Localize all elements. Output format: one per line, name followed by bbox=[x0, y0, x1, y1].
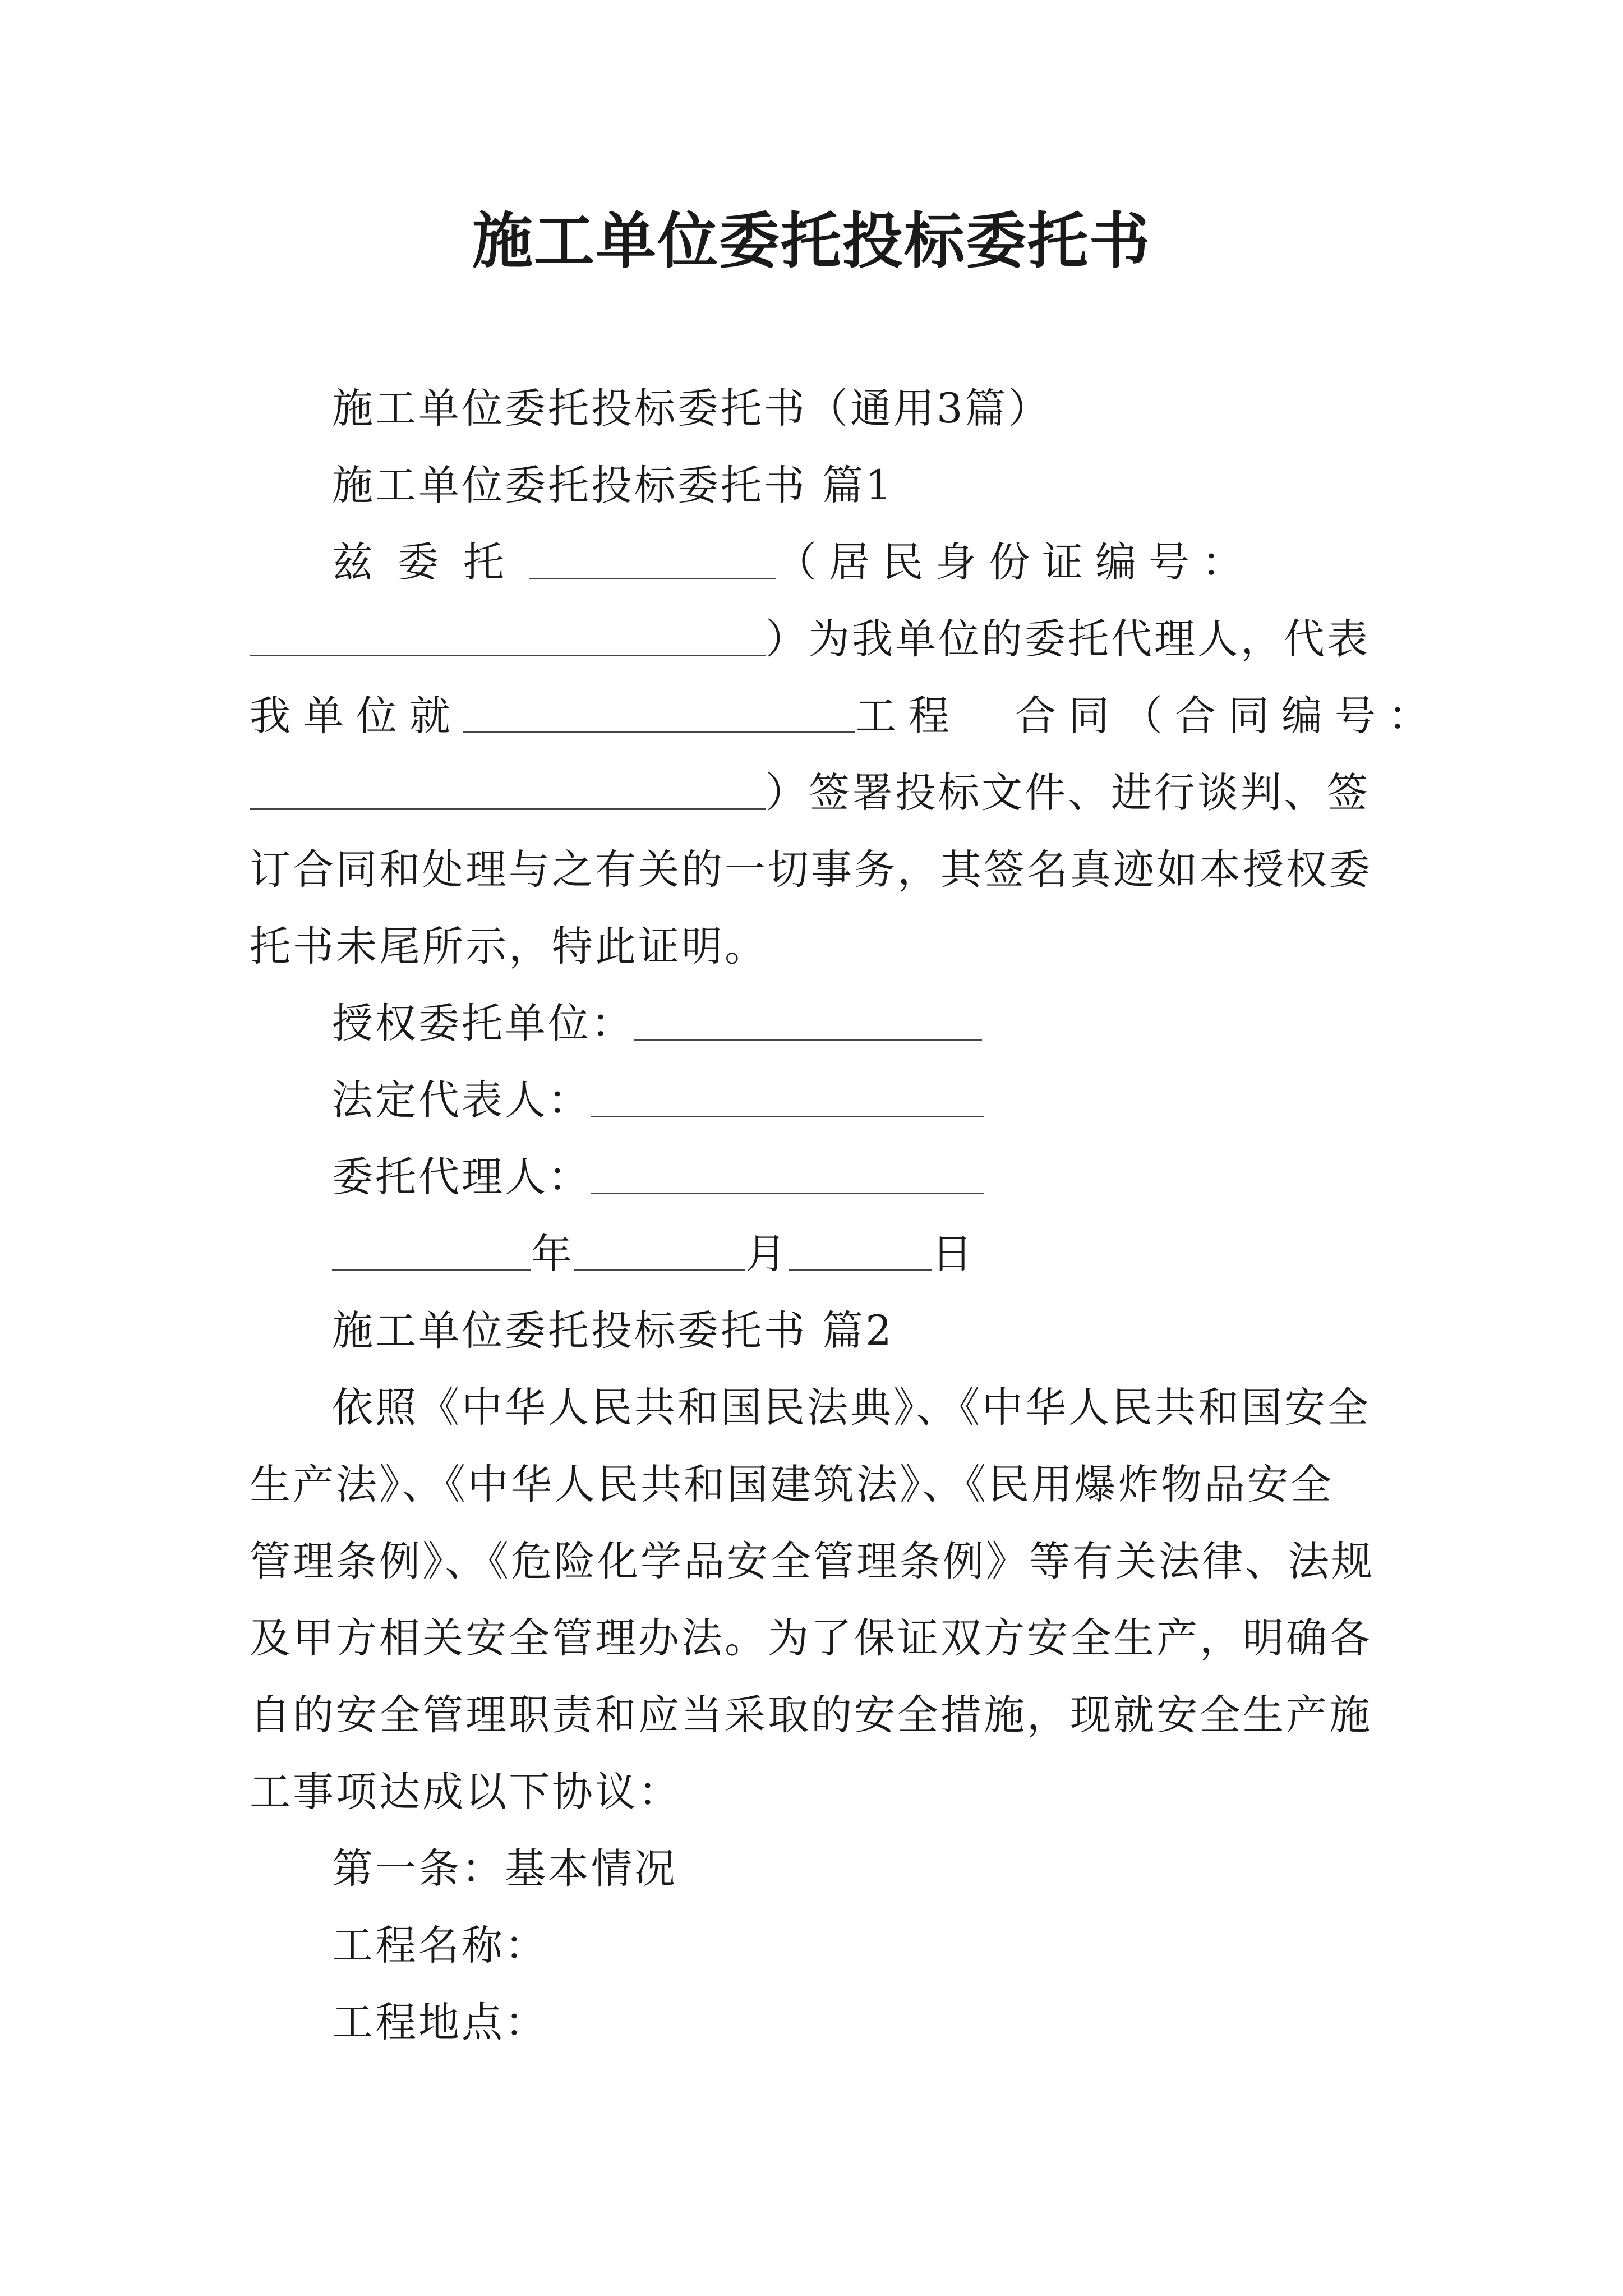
legal-representative-label: 法定代表人： bbox=[332, 1076, 591, 1124]
section-2-line-6: 工事项达成以下协议： bbox=[250, 1768, 681, 1816]
section-1-line-1 bbox=[250, 524, 1377, 601]
year-blank bbox=[332, 1230, 531, 1271]
article-1-heading: 第一条：基本情况 bbox=[332, 1845, 677, 1893]
project-name-row: 工程名称： bbox=[332, 1922, 548, 1970]
sign-text: ）签署投标文件、进行谈判、签 bbox=[766, 769, 1370, 817]
day-blank bbox=[789, 1230, 932, 1271]
section-2-line-4: 及甲方相关安全管理办法。为了保证双方安全生产，明确各 bbox=[250, 1614, 1372, 1662]
agent-name-blank bbox=[529, 539, 776, 579]
section-1-heading: 施工单位委托投标委托书 篇1 bbox=[332, 462, 894, 509]
section-2-heading: 施工单位委托投标委托书 篇2 bbox=[332, 1307, 894, 1355]
year-label: 年 bbox=[531, 1230, 574, 1278]
project-site-row: 工程地点： bbox=[332, 1999, 548, 2046]
legal-representative-row bbox=[250, 1062, 1377, 1139]
document-body bbox=[250, 370, 1441, 2061]
section-2-line-3: 管理条例》、《危险化学品安全管理条例》等有关法律、法规 bbox=[250, 1538, 1375, 1585]
entrusted-agent-row bbox=[250, 1139, 1377, 1216]
section-2-line-1: 依照《中华人民共和国民法典》、《中华人民共和国安全 bbox=[332, 1384, 1371, 1432]
date-row bbox=[250, 1216, 1377, 1292]
contract-number-label: 工程 合同（合同编号： bbox=[855, 692, 1441, 740]
id-number-blank bbox=[250, 615, 766, 656]
contract-number-blank bbox=[250, 769, 766, 810]
unit-text: 我单位就 bbox=[250, 692, 463, 740]
subtitle: 施工单位委托投标委托书（通用3篇） bbox=[332, 385, 1052, 432]
day-label: 日 bbox=[932, 1230, 975, 1278]
entrusted-agent-blank bbox=[591, 1153, 984, 1194]
document-title: 施工单位委托投标委托书 bbox=[472, 206, 1151, 277]
legal-representative-blank bbox=[591, 1076, 984, 1117]
section-2-line-5: 自的安全管理职责和应当采取的安全措施，现就安全生产施 bbox=[250, 1691, 1372, 1739]
entrust-text: 兹委托 bbox=[332, 539, 529, 586]
agent-role-text: ）为我单位的委托代理人，代表 bbox=[766, 615, 1370, 663]
section-1-line-3 bbox=[250, 678, 1441, 754]
entrusted-agent-label: 委托代理人： bbox=[332, 1153, 591, 1201]
section-1-line-2 bbox=[250, 601, 1377, 678]
authorizing-unit-blank bbox=[634, 1000, 982, 1041]
id-number-label: （居民身份证编号： bbox=[776, 539, 1255, 586]
month-label: 月 bbox=[745, 1230, 789, 1278]
section-1-line-5: 订合同和处理与之有关的一切事务，其签名真迹如本授权委 bbox=[250, 846, 1372, 894]
authorizing-unit-label: 授权委托单位： bbox=[332, 1000, 634, 1047]
month-blank bbox=[574, 1230, 745, 1271]
section-1-line-4 bbox=[250, 754, 1377, 831]
authorizing-unit-row bbox=[250, 985, 1377, 1062]
section-1-line-6: 托书未尾所示，特此证明。 bbox=[250, 923, 768, 970]
project-blank bbox=[463, 692, 855, 733]
section-2-line-2: 生产法》、《中华人民共和国建筑法》、《民用爆炸物品安全 bbox=[250, 1461, 1334, 1508]
